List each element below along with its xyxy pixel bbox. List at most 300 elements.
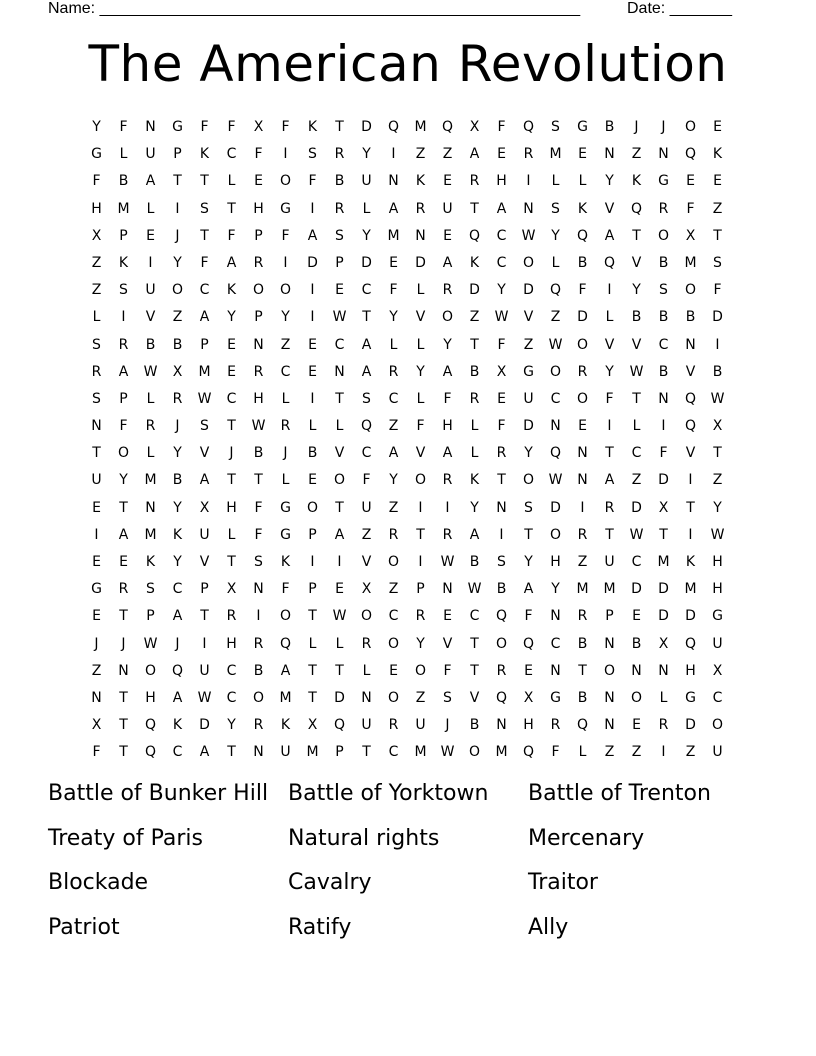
grid-letter: L (551, 254, 560, 271)
grid-letter: F (119, 119, 128, 135)
grid-letter: Y (227, 717, 236, 734)
grid-letter: C (361, 445, 372, 462)
grid-letter: K (469, 254, 480, 271)
grid-letter: M (117, 200, 130, 217)
grid-letter: D (658, 608, 669, 625)
grid-letter: T (362, 744, 371, 761)
grid-letter: N (658, 146, 669, 163)
grid-letter: Q (144, 717, 157, 734)
grid-letter: U (145, 146, 156, 163)
grid-letter: Y (497, 282, 506, 299)
grid-letter: A (442, 445, 453, 462)
grid-letter: A (442, 363, 453, 380)
grid-letter: B (469, 554, 480, 570)
grid-letter: W (332, 309, 347, 326)
word-bank-item: Ally (528, 914, 569, 940)
grid-letter: E (443, 227, 452, 244)
grid-letter: T (659, 526, 668, 543)
grid-letter: Q (333, 717, 346, 734)
grid-letter: A (118, 363, 129, 380)
grid-letter: S (92, 390, 101, 407)
grid-letter: I (256, 608, 261, 625)
grid-letter: X (307, 717, 318, 734)
grid-letter: R (388, 363, 399, 380)
grid-letter: T (605, 526, 614, 543)
grid-letter: N (604, 689, 615, 706)
grid-letter: Q (522, 119, 535, 135)
date-field-label: Date: _______ (627, 0, 732, 17)
grid-letter: Z (631, 472, 642, 489)
grid-letter: F (92, 744, 101, 761)
grid-letter: X (91, 227, 102, 244)
grid-letter: R (496, 662, 507, 679)
grid-letter: Q (495, 608, 508, 625)
grid-letter: R (145, 418, 156, 435)
grid-letter: B (253, 662, 264, 679)
grid-letter: V (685, 445, 696, 462)
grid-letter: T (227, 418, 236, 435)
grid-letter: T (308, 608, 317, 625)
grid-letter: W (629, 363, 644, 380)
grid-letter: O (468, 744, 481, 761)
grid-letter: L (416, 336, 425, 353)
grid-letter: N (496, 717, 507, 734)
word-bank-item: Patriot (48, 914, 120, 940)
grid-letter: B (172, 472, 183, 489)
grid-letter: J (445, 717, 450, 734)
grid-letter: F (443, 390, 452, 407)
grid-letter: T (605, 445, 614, 462)
grid-letter: X (685, 227, 696, 244)
word-bank-item: Cavalry (288, 870, 372, 895)
grid-letter: G (658, 173, 669, 190)
grid-letter: Y (227, 309, 236, 326)
grid-letter: Y (92, 119, 101, 135)
grid-letter: T (227, 744, 236, 761)
grid-letter: Z (388, 499, 399, 516)
grid-letter: F (200, 119, 209, 135)
grid-letter: C (280, 363, 291, 380)
grid-letter: V (199, 554, 210, 570)
grid-letter: T (200, 608, 209, 625)
grid-letter: Q (144, 744, 157, 761)
grid-letter: U (712, 744, 723, 761)
grid-letter: N (253, 336, 264, 353)
grid-letter: O (387, 635, 400, 652)
grid-letter: A (469, 526, 480, 543)
grid-letter: I (418, 499, 423, 516)
grid-letter: D (631, 581, 642, 598)
grid-letter: W (251, 418, 266, 435)
grid-letter: E (335, 581, 344, 598)
name-field-label: Name: ______________________________________________________ (48, 0, 581, 17)
grid-letter: L (308, 418, 317, 435)
grid-letter: G (550, 689, 561, 706)
grid-letter: P (254, 227, 263, 244)
grid-letter: R (523, 146, 534, 163)
grid-letter: L (470, 445, 479, 462)
grid-letter: Y (605, 173, 614, 190)
grid-letter: P (335, 254, 344, 271)
grid-letter: E (632, 717, 641, 734)
grid-letter: A (334, 526, 345, 543)
grid-letter: Q (603, 254, 616, 271)
grid-letter: W (143, 363, 158, 380)
grid-letter: T (713, 445, 722, 462)
grid-letter: X (712, 418, 723, 435)
grid-letter: N (685, 336, 696, 353)
grid-letter: B (469, 363, 480, 380)
grid-letter: K (631, 173, 642, 190)
grid-letter: C (388, 390, 399, 407)
grid-letter: P (308, 581, 317, 598)
grid-letter: F (443, 662, 452, 679)
grid-letter: N (253, 581, 264, 598)
grid-letter: D (685, 608, 696, 625)
grid-letter: F (227, 119, 236, 135)
grid-letter: F (551, 744, 560, 761)
grid-letter: Q (549, 445, 562, 462)
grid-letter: L (335, 418, 344, 435)
grid-letter: C (469, 608, 480, 625)
grid-letter: O (576, 336, 589, 353)
grid-letter: B (577, 254, 588, 271)
grid-letter: K (118, 254, 129, 271)
grid-letter: C (631, 554, 642, 570)
grid-letter: I (310, 554, 315, 570)
grid-letter: D (631, 499, 642, 516)
grid-letter: Q (495, 689, 508, 706)
word-bank-item: Battle of Trenton (528, 781, 711, 806)
grid-letter: R (334, 200, 345, 217)
grid-letter: O (333, 472, 346, 489)
letter-grid (83, 114, 731, 767)
grid-letter: F (254, 146, 263, 163)
grid-letter: R (361, 635, 372, 652)
grid-letter: D (685, 717, 696, 734)
grid-letter: V (523, 309, 534, 326)
grid-letter: R (253, 254, 264, 271)
grid-letter: C (226, 689, 237, 706)
grid-letter: Q (279, 635, 292, 652)
grid-letter: E (92, 554, 101, 570)
grid-letter: T (119, 608, 128, 625)
grid-letter: M (684, 254, 697, 271)
grid-letter: Z (415, 689, 426, 706)
grid-letter: P (173, 146, 182, 163)
grid-letter: I (310, 390, 315, 407)
grid-letter: O (711, 717, 724, 734)
grid-letter: C (226, 390, 237, 407)
grid-letter: O (576, 390, 589, 407)
grid-letter: T (632, 390, 641, 407)
grid-letter: V (334, 445, 345, 462)
header-fields (48, 0, 748, 20)
grid-letter: J (283, 445, 288, 462)
grid-letter: K (415, 173, 426, 190)
grid-letter: L (146, 200, 155, 217)
grid-letter: D (658, 581, 669, 598)
grid-letter: Y (119, 472, 128, 489)
grid-letter: I (499, 526, 504, 543)
grid-letter: T (119, 499, 128, 516)
grid-letter: B (658, 309, 669, 326)
grid-letter: A (523, 581, 534, 598)
grid-letter: C (226, 146, 237, 163)
grid-letter: F (389, 282, 398, 299)
grid-letter: U (361, 499, 372, 516)
grid-letter: D (199, 717, 210, 734)
grid-letter: O (360, 608, 373, 625)
grid-letter: T (308, 662, 317, 679)
grid-letter: G (172, 119, 183, 135)
grid-letter: O (387, 689, 400, 706)
grid-letter: L (227, 526, 236, 543)
grid-letter: E (308, 472, 317, 489)
grid-letter: W (197, 390, 212, 407)
grid-letter: Y (416, 635, 425, 652)
grid-letter: F (578, 282, 587, 299)
grid-letter: X (361, 581, 372, 598)
grid-letter: N (253, 744, 264, 761)
grid-letter: P (200, 336, 209, 353)
grid-letter: T (632, 227, 641, 244)
grid-letter: I (661, 744, 666, 761)
grid-letter: O (414, 662, 427, 679)
grid-letter: K (172, 717, 183, 734)
grid-letter: S (200, 418, 209, 435)
grid-letter: Z (469, 309, 480, 326)
grid-letter: T (578, 662, 587, 679)
grid-letter: T (119, 717, 128, 734)
grid-letter: F (92, 173, 101, 190)
grid-letter: N (334, 363, 345, 380)
grid-letter: Y (605, 363, 614, 380)
grid-letter: O (684, 119, 697, 135)
grid-letter: E (443, 608, 452, 625)
grid-letter: R (253, 635, 264, 652)
grid-letter: Y (713, 499, 722, 516)
grid-letter: E (227, 363, 236, 380)
grid-letter: M (657, 554, 670, 570)
grid-letter: S (551, 119, 560, 135)
grid-letter: M (306, 744, 319, 761)
grid-letter: Z (604, 744, 615, 761)
grid-letter: U (523, 390, 534, 407)
grid-letter: Q (576, 717, 589, 734)
grid-letter: I (391, 146, 396, 163)
grid-letter: U (361, 717, 372, 734)
grid-letter: T (686, 499, 695, 516)
grid-letter: L (308, 635, 317, 652)
grid-letter: W (710, 526, 725, 543)
grid-letter: N (604, 635, 615, 652)
grid-letter: U (145, 282, 156, 299)
page-title: The American Revolution (88, 35, 728, 93)
grid-letter: K (685, 554, 696, 570)
grid-letter: I (310, 309, 315, 326)
grid-letter: P (119, 227, 128, 244)
grid-letter: X (91, 717, 102, 734)
grid-letter: I (337, 554, 342, 570)
grid-letter: P (119, 390, 128, 407)
grid-letter: J (661, 119, 666, 135)
grid-letter: O (522, 254, 535, 271)
grid-letter: O (279, 282, 292, 299)
grid-letter: K (280, 554, 291, 570)
grid-letter: T (362, 309, 371, 326)
grid-letter: A (307, 227, 318, 244)
grid-letter: M (279, 689, 292, 706)
grid-letter: H (523, 717, 534, 734)
grid-letter: R (334, 146, 345, 163)
grid-letter: G (91, 146, 102, 163)
grid-letter: Z (442, 146, 453, 163)
grid-letter: Q (387, 119, 400, 135)
grid-letter: C (712, 689, 723, 706)
grid-letter: Z (172, 309, 183, 326)
grid-letter: H (712, 581, 723, 598)
grid-letter: L (578, 744, 587, 761)
grid-letter: J (634, 119, 639, 135)
grid-letter: S (713, 254, 722, 271)
grid-letter: Z (577, 554, 588, 570)
grid-letter: L (416, 390, 425, 407)
grid-letter: O (279, 608, 292, 625)
grid-letter: W (467, 581, 482, 598)
grid-letter: P (605, 608, 614, 625)
grid-letter: O (252, 689, 265, 706)
grid-letter: R (658, 717, 669, 734)
grid-letter: W (548, 336, 563, 353)
grid-letter: G (523, 363, 534, 380)
grid-letter: H (253, 200, 264, 217)
grid-letter: I (688, 526, 693, 543)
grid-letter: O (171, 282, 184, 299)
grid-letter: P (200, 581, 209, 598)
grid-letter: L (389, 336, 398, 353)
grid-letter: E (389, 662, 398, 679)
grid-letter: S (659, 282, 668, 299)
grid-letter: X (469, 119, 480, 135)
grid-letter: I (310, 282, 315, 299)
grid-letter: Y (524, 554, 533, 570)
grid-letter: K (199, 146, 210, 163)
grid-letter: O (387, 554, 400, 570)
grid-letter: O (522, 472, 535, 489)
grid-letter: F (281, 119, 290, 135)
grid-letter: W (629, 526, 644, 543)
grid-letter: J (175, 635, 180, 652)
grid-letter: K (307, 119, 318, 135)
grid-letter: R (604, 499, 615, 516)
grid-letter: Y (632, 282, 641, 299)
grid-letter: S (308, 146, 317, 163)
grid-letter: V (631, 254, 642, 271)
grid-letter: L (227, 173, 236, 190)
grid-letter: T (254, 472, 263, 489)
grid-letter: H (685, 662, 696, 679)
grid-letter: B (145, 336, 156, 353)
grid-letter: E (308, 363, 317, 380)
grid-letter: U (361, 173, 372, 190)
grid-letter: F (200, 254, 209, 271)
grid-letter: Y (524, 445, 533, 462)
grid-letter: Q (549, 282, 562, 299)
word-bank-item: Traitor (528, 870, 598, 895)
grid-letter: I (607, 418, 612, 435)
grid-letter: T (470, 662, 479, 679)
grid-letter: L (362, 200, 371, 217)
grid-letter: D (523, 282, 534, 299)
grid-letter: K (577, 200, 588, 217)
grid-letter: S (497, 554, 506, 570)
grid-letter: H (550, 554, 561, 570)
grid-letter: H (226, 635, 237, 652)
grid-letter: E (254, 173, 263, 190)
grid-letter: W (494, 309, 509, 326)
grid-letter: R (118, 336, 129, 353)
grid-letter: Z (388, 581, 399, 598)
grid-letter: H (226, 499, 237, 516)
grid-letter: N (145, 499, 156, 516)
grid-letter: C (496, 227, 507, 244)
grid-letter: G (91, 581, 102, 598)
grid-letter: X (712, 662, 723, 679)
grid-letter: T (227, 472, 236, 489)
grid-letter: I (175, 200, 180, 217)
grid-letter: O (252, 282, 265, 299)
grid-letter: A (496, 200, 507, 217)
grid-letter: W (548, 472, 563, 489)
grid-letter: N (496, 499, 507, 516)
grid-letter: C (388, 744, 399, 761)
grid-letter: X (523, 689, 534, 706)
grid-letter: O (117, 445, 130, 462)
grid-letter: R (550, 717, 561, 734)
grid-letter: A (199, 744, 210, 761)
grid-letter: D (658, 472, 669, 489)
grid-letter: Y (281, 309, 290, 326)
grid-letter: Z (631, 744, 642, 761)
grid-letter: Z (712, 472, 723, 489)
grid-letter: S (119, 282, 128, 299)
grid-letter: L (146, 390, 155, 407)
grid-letter: S (146, 581, 155, 598)
grid-letter: C (658, 336, 669, 353)
grid-letter: Z (712, 200, 723, 217)
grid-letter: Z (415, 146, 426, 163)
grid-letter: S (524, 499, 533, 516)
grid-letter: Q (171, 662, 184, 679)
grid-letter: T (470, 635, 479, 652)
word-bank (48, 778, 788, 956)
grid-letter: N (631, 662, 642, 679)
grid-letter: E (92, 499, 101, 516)
grid-letter: A (388, 445, 399, 462)
grid-letter: D (712, 309, 723, 326)
grid-letter: T (713, 227, 722, 244)
grid-letter: Y (173, 499, 182, 516)
grid-letter: T (119, 689, 128, 706)
grid-letter: I (418, 554, 423, 570)
grid-letter: M (549, 146, 562, 163)
grid-letter: I (148, 254, 153, 271)
grid-letter: E (119, 554, 128, 570)
grid-letter: D (334, 689, 345, 706)
grid-letter: T (335, 662, 344, 679)
grid-letter: O (549, 526, 562, 543)
